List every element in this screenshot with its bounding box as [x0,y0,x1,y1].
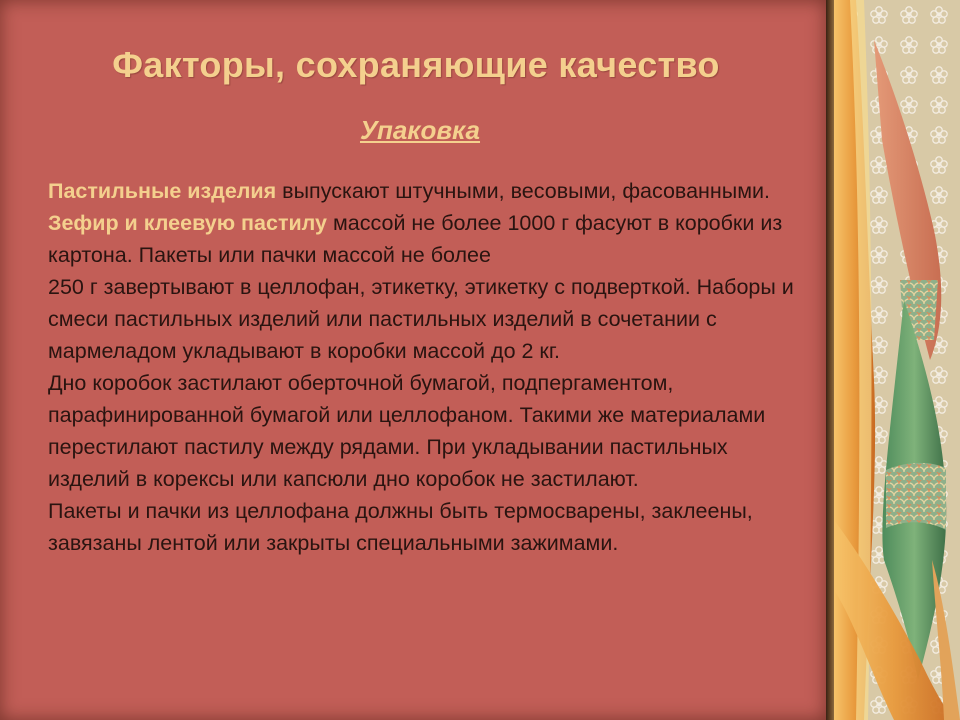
paragraph-text: Пакеты и пачки из целлофана должны быть термосварены, заклеены, завязаны лентой или закрыты специальными зажимами. [48,499,753,555]
slide-title: Факторы, сохраняющие качество [112,44,720,85]
panel-edge-divider [826,0,834,720]
paragraph-text: массой не более 1000 г фасуют в коробки из картона. Пакеты или пачки массой не более [48,211,783,267]
slide-subtitle: Упаковка [359,115,481,145]
highlight-text: Зефир и клеевую пастилу [48,211,328,235]
paragraph-text: 250 г завертывают в целлофан, этикетку, этикетку с подверткой. Наборы и смеси пастильных изделий или пастильных изделий в сочетании с мармеладом укладывают в коробки массой до 2 кг. [48,275,794,363]
highlight-text: Пастильные изделия [48,179,277,203]
paragraph [48,367,808,495]
paragraph [48,495,808,559]
body-text [48,175,808,559]
paragraph [48,175,808,207]
paragraph [48,271,808,367]
decorative-drape-border [834,0,960,720]
paragraph-text: выпускают штучными, весовыми, фасованными. [276,179,771,203]
paragraph-text: Дно коробок застилают оберточной бумагой, подпергаментом, парафинированной бумагой или целлофаном. Такими же материалами перестилают пастилу между рядами. При укладывании пастильных изделий в корексы или капсюли дно коробок не застилают. [48,371,766,491]
paragraph [48,207,808,271]
